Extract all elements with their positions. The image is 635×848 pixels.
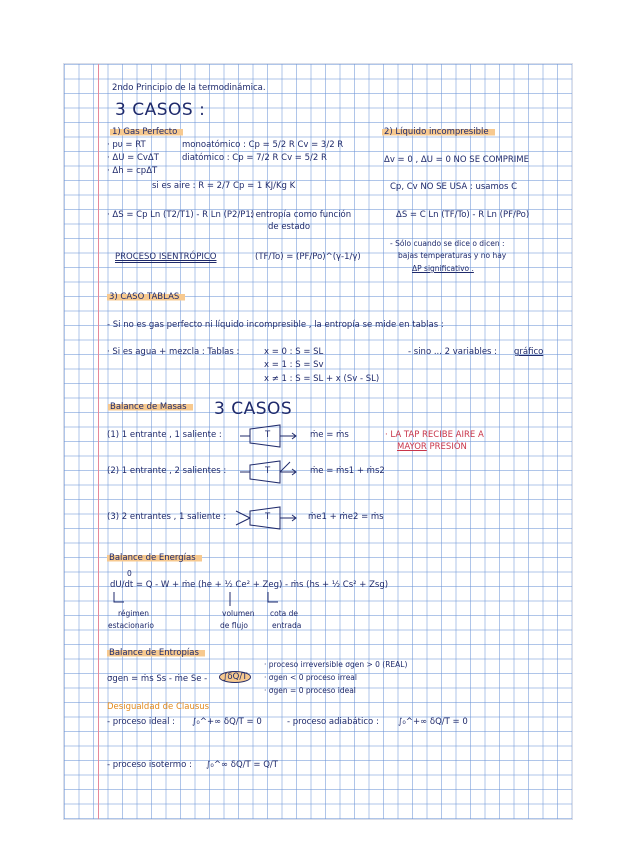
turbine-letter: T	[265, 430, 271, 440]
clausius-label: Desigualdad de Clausus	[107, 702, 210, 712]
entropias-ideal-eq: ∫₀^+∞ δQ/T = 0	[192, 717, 262, 727]
tablas-agua: · Si es agua + mezcla : Tablas :	[107, 347, 240, 357]
tablas-x0: x = 0 : S = SL	[264, 347, 324, 357]
masas-heading: Balance de Masas	[108, 402, 193, 412]
gas-pv: · pυ = RT	[107, 140, 146, 150]
gas-diatom: diatómico : Cp = 7/2 R Cv = 5/2 R	[182, 153, 327, 163]
energias-ann1: régimen	[118, 609, 150, 618]
gas-du: · ΔU = CvΔT	[107, 153, 159, 163]
gas-ds-note2: de estado	[268, 222, 311, 232]
liquido-line2: Cp, Cv NO SE USA : usamos C	[390, 182, 518, 192]
masas-note1: · LA TAP RECIBE AIRE A	[385, 430, 484, 440]
gas-heading: 1) Gas Perfecto	[110, 127, 183, 137]
energias-zero: 0	[127, 569, 132, 578]
entropias-isot-eq: ∫₀^∞ δQ/T = Q/T	[206, 760, 278, 770]
entropias-adiab: - proceso adiabático :	[287, 717, 379, 727]
masas-c2-eq: ṁe = ṁs1 + ṁs2	[310, 466, 385, 476]
energias-ann3: cota de	[270, 609, 299, 618]
energias-ann3b: entrada	[272, 621, 302, 630]
tablas-line1: - Si no es gas perfecto ni líquido incompresible , la entropía se mide en tablas :	[107, 320, 444, 330]
energias-ann2b: de flujo	[220, 621, 248, 630]
entropias-isot: - proceso isotermo :	[107, 760, 192, 770]
gas-ds-note: : entropía como función	[250, 210, 352, 220]
casos-title: 3 CASOS :	[115, 100, 206, 120]
tablas-xn: x ≠ 1 : S = SL + x (Sv - SL)	[264, 374, 380, 384]
tablas-grafico: gráfico	[514, 347, 544, 357]
masas-c1-eq: ṁe = ṁs	[310, 430, 349, 440]
liquido-note1: - Sólo cuando se dice o dicen :	[390, 239, 505, 248]
energias-ann2: volumen	[222, 609, 255, 618]
energias-eq: dU/dt = Q - W + ṁe (he + ½ Ce² + Zeg) - ṁs (hs + ½ Cs² + Zsg)	[110, 580, 389, 590]
isentropico-eq: (TF/To) = (PF/Po)^(γ-1/γ)	[255, 252, 361, 262]
masas-c2: (2) 1 entrante , 2 salientes :	[107, 466, 227, 476]
margin-line	[98, 64, 99, 819]
gas-mono: monoatómico : Cp = 5/2 R Cv = 3/2 R	[182, 140, 344, 150]
entropias-ideal: - proceso ideal :	[107, 717, 176, 727]
gas-aire: si es aire : R = 2/7 Cp = 1 KJ/Kg K	[152, 181, 296, 191]
turbine-letter: T	[265, 512, 271, 522]
entropias-heading: Balance de Entropías	[107, 648, 205, 658]
liquido-line1: Δv = 0 , ΔU = 0 NO SE COMPRIME	[384, 155, 529, 165]
turbine-letter: T	[265, 466, 271, 476]
isentropico-label: PROCESO ISENTRÓPICO	[115, 252, 217, 262]
masas-note2b: PRESIÓN	[429, 442, 467, 452]
entropias-b1: · proceso irreversible σgen > 0 (REAL)	[264, 660, 408, 669]
liquido-ds: ΔS = C Ln (TF/To) - R Ln (PF/Po)	[396, 210, 530, 220]
tablas-x1: x = 1 : S = Sv	[264, 360, 324, 370]
entropias-eq: σgen = ṁs Ss - ṁe Se -	[107, 674, 208, 684]
tablas-sino: - sino ... 2 variables :	[408, 347, 498, 357]
masas-note2a: MAYOR	[397, 442, 427, 452]
entropias-b3: · σgen = 0 proceso ideal	[264, 686, 356, 695]
masas-c3-eq: ṁe1 + ṁe2 = ṁs	[308, 512, 384, 522]
page-title: 2ndo Principio de la termodinámica.	[112, 83, 266, 93]
energias-heading: Balance de Energías	[107, 553, 202, 563]
liquido-note3: ΔP significativo .	[412, 264, 474, 273]
entropias-b2: · σgen < 0 proceso irreal	[264, 673, 357, 682]
entropias-eq-box: ∫δQ/T	[219, 671, 251, 683]
liquido-note2: bajas temperaturas y no hay	[398, 251, 507, 260]
gas-dh: · Δh = cpΔT	[107, 166, 158, 176]
masas-c3: (3) 2 entrantes , 1 saliente :	[107, 512, 227, 522]
annotation-arrows	[108, 590, 338, 610]
gas-ds: · ΔS = Cp Ln (T2/T1) - R Ln (P2/P1)	[107, 210, 255, 220]
liquido-heading: 2) Líquido incompresible	[382, 127, 495, 137]
masas-c1: (1) 1 entrante , 1 saliente :	[107, 430, 222, 440]
tablas-heading: 3) CASO TABLAS	[107, 292, 185, 302]
masas-casos: 3 CASOS	[214, 399, 293, 419]
energias-ann1b: estacionario	[108, 621, 154, 630]
entropias-adiab-eq: ∫₀^+∞ δQ/T = 0	[398, 717, 468, 727]
